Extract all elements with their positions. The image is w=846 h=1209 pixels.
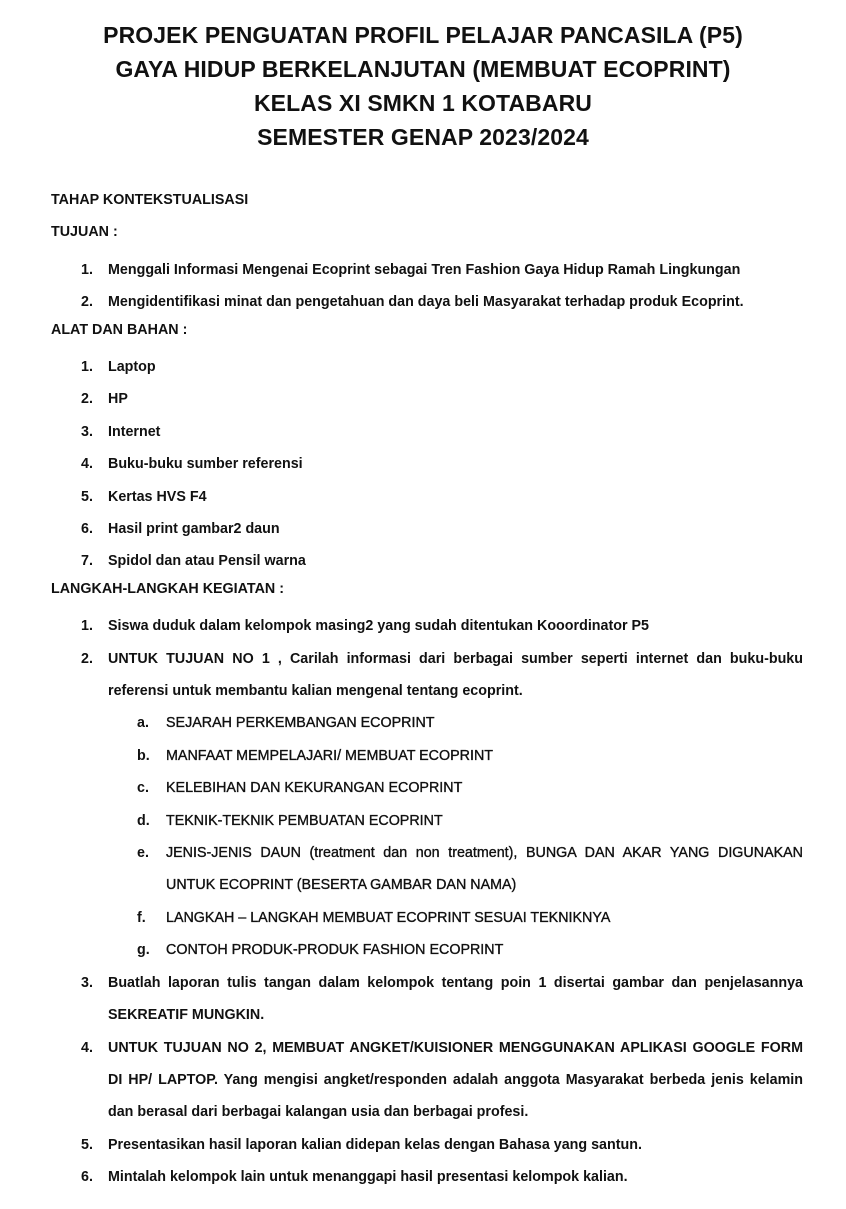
sub-item-text: CONTOH PRODUK-PRODUK FASHION ECOPRINT [166, 942, 504, 959]
item-text: Menggali Informasi Mengenai Ecoprint sebagai Tren Fashion Gaya Hidup Ramah Lingkungan [108, 261, 741, 278]
sub-item [51, 772, 803, 804]
sub-item-letter: b. [137, 747, 150, 764]
item-number: 2. [81, 391, 93, 408]
item-number: 2. [81, 650, 93, 667]
langkah-heading: LANGKAH-LANGKAH KEGIATAN : [51, 580, 284, 597]
item-text: Internet [108, 423, 161, 440]
tujuan-list [51, 254, 803, 319]
list-item [51, 448, 803, 480]
sub-item-text: JENIS-JENIS DAUN (treatment dan non treatment), BUNGA DAN AKAR YANG DIGUNAKAN UNTUK ECOPRINT (BESERTA GAMBAR DAN NAMA) [166, 845, 803, 894]
list-item [51, 383, 803, 415]
sub-item [51, 805, 803, 837]
sub-item-text: MANFAAT MEMPELAJARI/ MEMBUAT ECOPRINT [166, 747, 494, 764]
item-text: UNTUK TUJUAN NO 1 , Carilah informasi dari berbagai sumber seperti internet dan buku-buku referensi untuk membantu kalian mengenal tentang ecoprint. [108, 650, 803, 700]
item-text: Spidol dan atau Pensil warna [108, 553, 306, 570]
item-number: 5. [81, 488, 93, 505]
sub-item-letter: e. [137, 845, 149, 862]
item-number: 6. [81, 521, 93, 538]
item-number: 4. [81, 456, 93, 473]
item-text: Laptop [108, 358, 156, 375]
item-number: 7. [81, 553, 93, 570]
list-item [51, 545, 803, 577]
item-text: Buku-buku sumber referensi [108, 456, 303, 473]
item-number: 1. [81, 358, 93, 375]
sub-item-text: KELEBIHAN DAN KEKURANGAN ECOPRINT [166, 780, 463, 797]
item-text: Kertas HVS F4 [108, 488, 207, 505]
item-number: 1. [81, 261, 93, 278]
sub-item-letter: c. [137, 780, 149, 797]
item-text: UNTUK TUJUAN NO 2, MEMBUAT ANGKET/KUISIONER MENGGUNAKAN APLIKASI GOOGLE FORM DI HP/ LAPTOP. Yang mengisi angket/responden adalah anggota Masyarakat berbeda jenis kelamin dan berasal dari berbagai kalangan usia dan berbagai profesi. [108, 1039, 803, 1121]
stage-heading: TAHAP KONTEKSTUALISASI [51, 192, 249, 208]
item-number: 2. [81, 294, 93, 311]
item-number: 3. [81, 974, 93, 991]
item-text: HP [108, 391, 128, 408]
langkah-list [51, 610, 803, 1193]
list-item [51, 1129, 803, 1161]
alat-heading: ALAT DAN BAHAN : [51, 321, 188, 338]
title-line-4: SEMESTER GENAP 2023/2024 [257, 124, 589, 150]
item-number: 4. [81, 1039, 93, 1056]
list-item [51, 513, 803, 545]
sub-item-text: LANGKAH – LANGKAH MEMBUAT ECOPRINT SESUAI TEKNIKNYA [166, 909, 611, 926]
list-item [51, 481, 803, 513]
list-item [51, 416, 803, 448]
list-item [51, 351, 803, 383]
sub-item-text: TEKNIK-TEKNIK PEMBUATAN ECOPRINT [166, 812, 443, 829]
title-line-2: GAYA HIDUP BERKELANJUTAN (MEMBUAT ECOPRINT) [115, 56, 731, 82]
list-item [51, 610, 803, 642]
item-text: Presentasikan hasil laporan kalian didepan kelas dengan Bahasa yang santun. [108, 1136, 642, 1153]
sub-item-letter: g. [137, 942, 150, 959]
sub-item-text: SEJARAH PERKEMBANGAN ECOPRINT [166, 715, 435, 732]
list-item [51, 286, 803, 318]
sub-item [51, 902, 803, 934]
alat-list [51, 351, 803, 578]
list-item [51, 967, 803, 1032]
document-body [51, 189, 803, 1194]
item-number: 6. [81, 1169, 93, 1186]
sub-item-letter: d. [137, 812, 150, 829]
item-number: 1. [81, 618, 93, 635]
title-line-1: PROJEK PENGUATAN PROFIL PELAJAR PANCASILA (P5) [103, 22, 743, 48]
sub-item [51, 740, 803, 772]
tujuan-heading: TUJUAN : [51, 224, 118, 241]
item-text: Hasil print gambar2 daun [108, 521, 280, 538]
sub-item [51, 837, 803, 902]
document-title [0, 18, 846, 154]
list-item [51, 254, 803, 286]
sub-item-letter: a. [137, 715, 149, 732]
list-item [51, 643, 803, 708]
sub-list [51, 707, 803, 966]
item-number: 3. [81, 423, 93, 440]
item-text: Siswa duduk dalam kelompok masing2 yang sudah ditentukan Kooordinator P5 [108, 618, 649, 635]
item-number: 5. [81, 1136, 93, 1153]
list-item [51, 1032, 803, 1129]
list-item [51, 1161, 803, 1193]
sub-item-letter: f. [137, 909, 146, 926]
item-text: Buatlah laporan tulis tangan dalam kelompok tentang poin 1 disertai gambar dan penjelasannya SEKREATIF MUNGKIN. [108, 974, 803, 1024]
sub-item [51, 934, 803, 966]
title-line-3: KELAS XI SMKN 1 KOTABARU [253, 90, 593, 116]
sub-item [51, 707, 803, 739]
item-text: Mengidentifikasi minat dan pengetahuan dan daya beli Masyarakat terhadap produk Ecoprint. [108, 294, 744, 311]
item-text: Mintalah kelompok lain untuk menanggapi hasil presentasi kelompok kalian. [108, 1169, 628, 1186]
